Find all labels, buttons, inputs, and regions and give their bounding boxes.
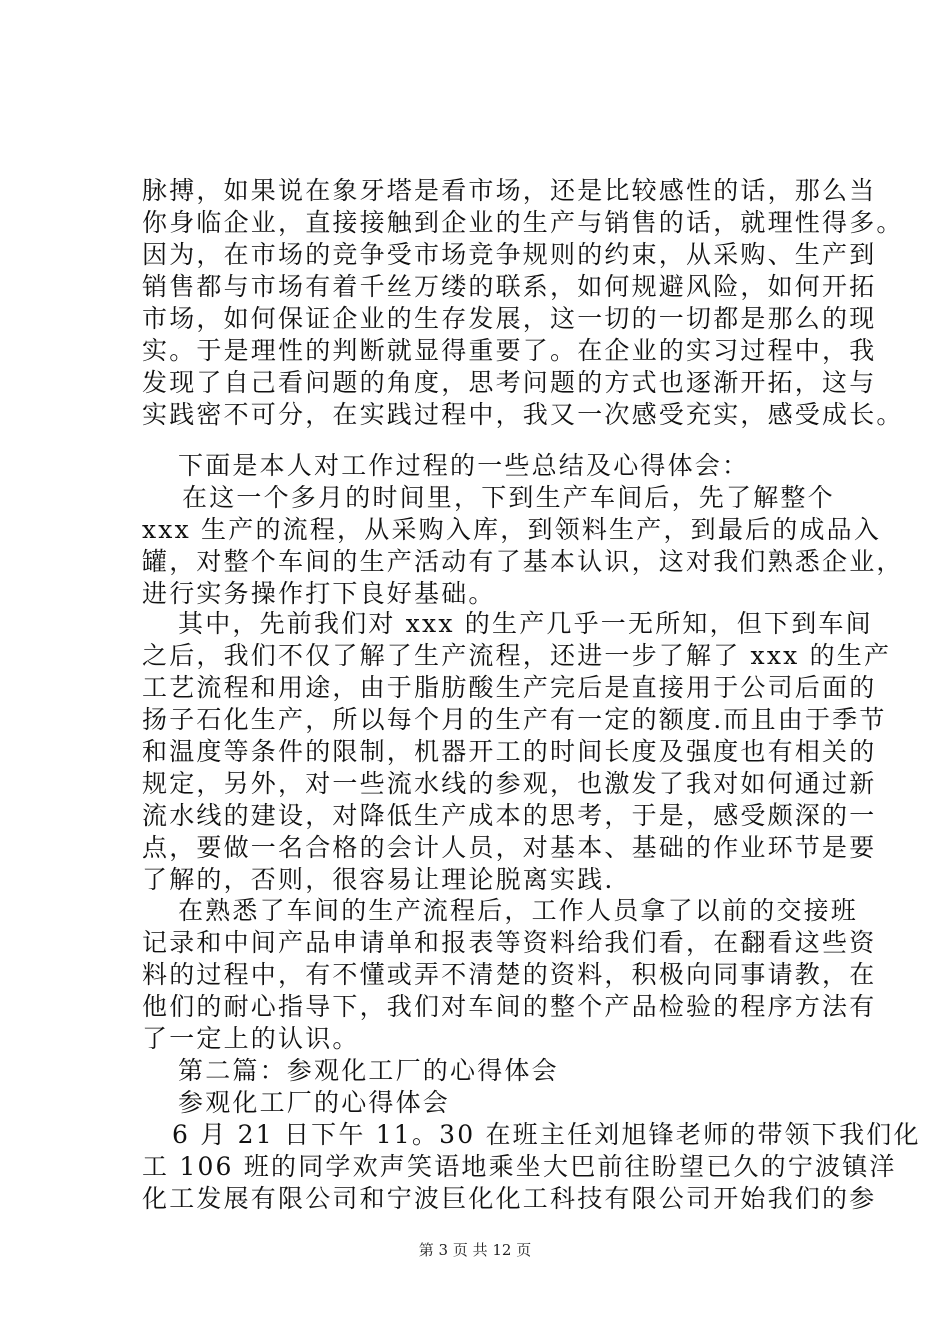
text-line: 和温度等条件的限制，机器开工的时间长度及强度也有相关的	[142, 737, 877, 766]
text-line: 化工发展有限公司和宁波巨化化工科技有限公司开始我们的参	[142, 1184, 877, 1213]
text-line: 工 106 班的同学欢声笑语地乘坐大巴前往盼望已久的宁波镇洋	[142, 1152, 897, 1181]
text-line: 了解的，否则，很容易让理论脱离实践.	[142, 865, 615, 894]
text-line: 发现了自己看问题的角度，思考问题的方式也逐渐开拓，这与	[142, 368, 877, 397]
section-heading	[142, 1055, 842, 1119]
text-line: 你身临企业，直接接触到企业的生产与销售的话，就理性得多。	[142, 208, 904, 237]
text-line: 记录和中间产品申请单和报表等资料给我们看，在翻看这些资	[142, 928, 877, 957]
text-line: 销售都与市场有着千丝万缕的联系，如何规避风险，如何开拓	[142, 272, 877, 301]
intro-line	[142, 450, 842, 482]
text-line: 下面是本人对工作过程的一些总结及心得体会：	[178, 451, 750, 480]
text-line: 工艺流程和用途，由于脂肪酸生产完后是直接用于公司后面的	[142, 673, 877, 702]
text-line: 规定，另外，对一些流水线的参观，也激发了我对如何通过新	[142, 769, 877, 798]
section-title: 第二篇：参观化工厂的心得体会	[178, 1056, 559, 1085]
text-line: 了一定上的认识。	[142, 1024, 360, 1053]
text-line: 因为，在市场的竞争受市场竞争规则的约束，从采购、生产到	[142, 240, 877, 269]
text-line: xxx 生产的流程，从采购入库，到领料生产，到最后的成品入	[142, 515, 882, 544]
article-subtitle: 参观化工厂的心得体会	[178, 1088, 451, 1117]
text-line: 实。于是理性的判断就显得重要了。在企业的实习过程中，我	[142, 336, 877, 365]
text-line: 实践密不可分，在实践过程中，我又一次感受充实，感受成长。	[142, 400, 904, 429]
text-line: 其中，先前我们对 xxx 的生产几乎一无所知，但下到车间	[178, 609, 873, 638]
text-line: 在熟悉了车间的生产流程后，工作人员拿了以前的交接班	[178, 896, 859, 925]
paragraph-1	[142, 175, 904, 431]
paragraph-3	[142, 608, 892, 896]
text-line: 在这一个多月的时间里，下到生产车间后，先了解整个	[182, 483, 835, 512]
text-line: 点，要做一名合格的会计人员，对基本、基础的作业环节是要	[142, 833, 877, 862]
text-line: 罐，对整个车间的生产活动有了基本认识，这对我们熟悉企业，	[142, 547, 904, 576]
text-line: 料的过程中，有不懂或弄不清楚的资料，积极向同事请教，在	[142, 960, 877, 989]
paragraph-2	[142, 482, 904, 610]
text-line: 脉搏，如果说在象牙塔是看市场，还是比较感性的话，那么当	[142, 176, 877, 205]
text-line: 他们的耐心指导下，我们对车间的整个产品检验的程序方法有	[142, 992, 877, 1021]
paragraph-4	[142, 895, 877, 1055]
text-line: 扬子石化生产，所以每个月的生产有一定的额度.而且由于季节	[142, 705, 887, 734]
page-number-footer: 第 3 页 共 12 页	[418, 1241, 532, 1259]
text-line: 流水线的建设，对降低生产成本的思考，于是，感受颇深的一	[142, 801, 877, 830]
text-line: 6 月 21 日下午 11。30 在班主任刘旭锋老师的带领下我们化	[172, 1120, 921, 1149]
text-line: 进行实务操作打下良好基础。	[142, 579, 496, 608]
text-line: 市场，如何保证企业的生存发展，这一切的一切都是那么的现	[142, 304, 877, 333]
text-line: 之后，我们不仅了解了生产流程，还进一步了解了 xxx 的生产	[142, 641, 892, 670]
paragraph-5	[142, 1119, 921, 1215]
